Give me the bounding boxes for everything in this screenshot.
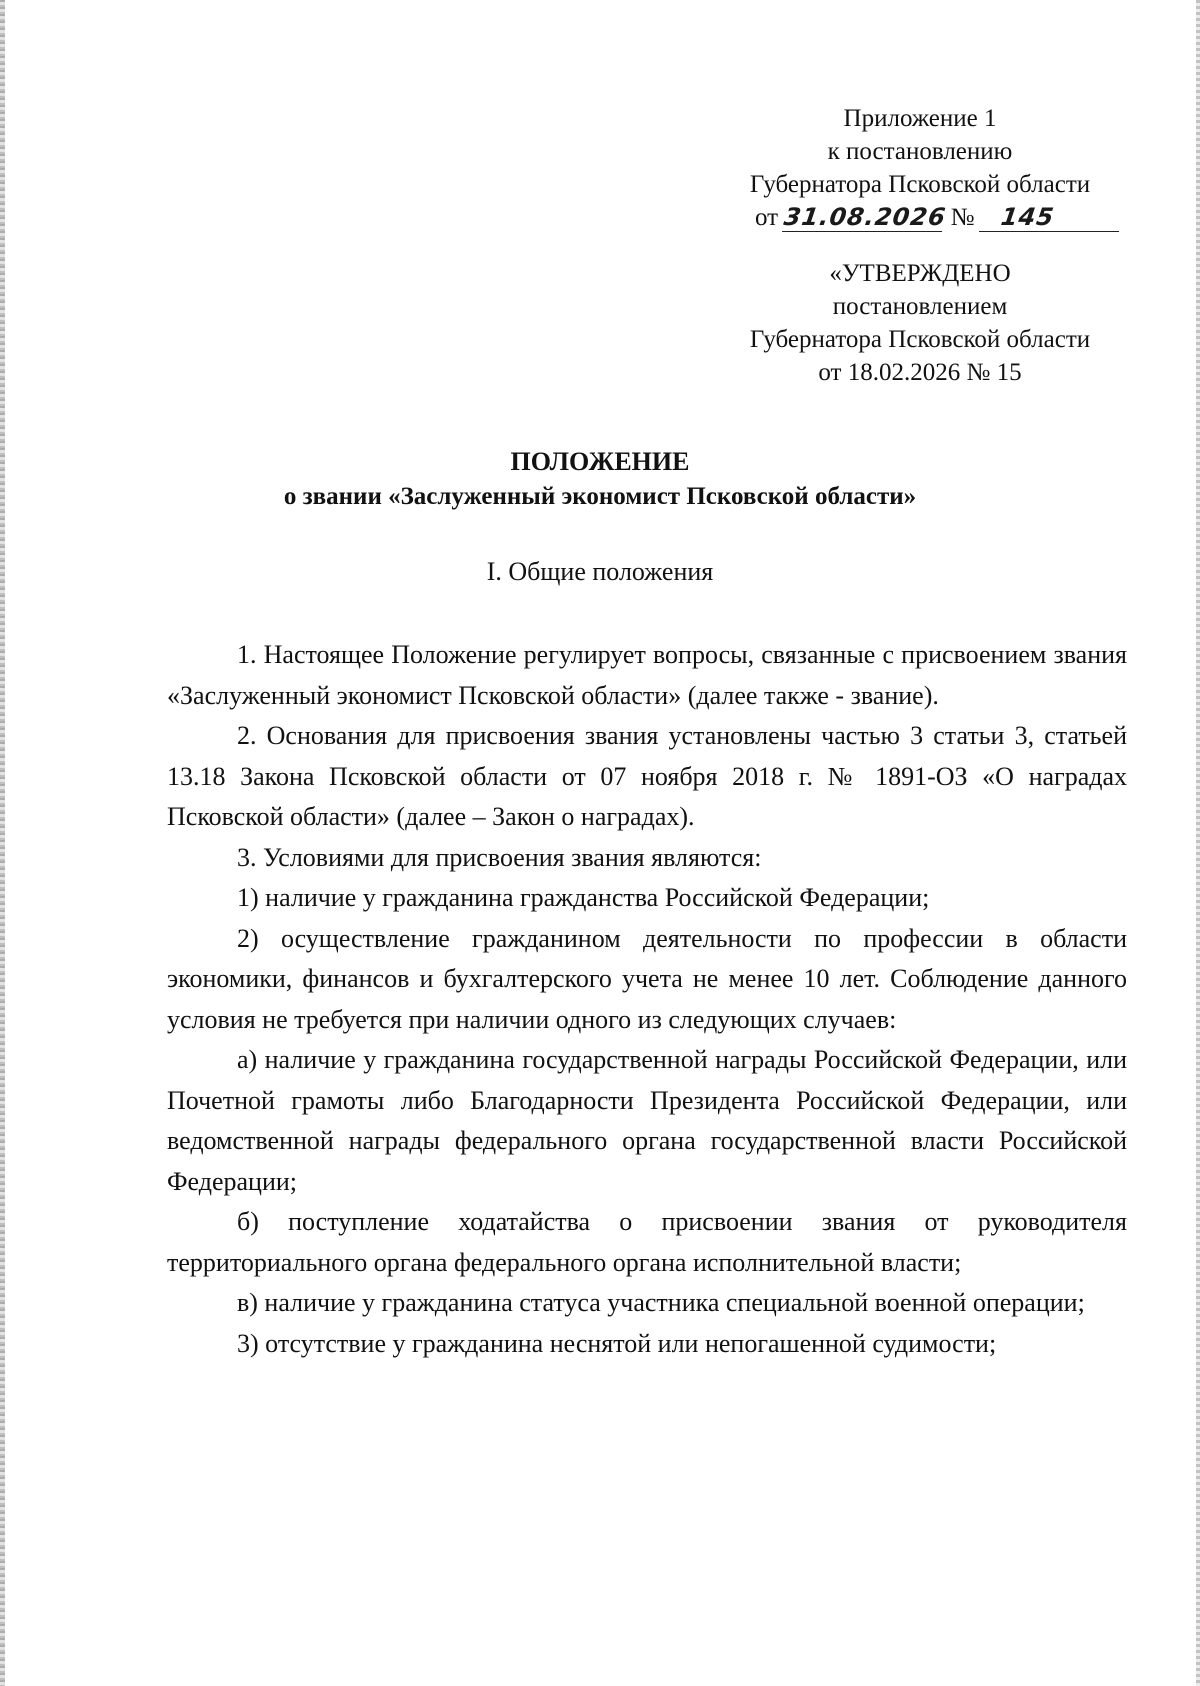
handwritten-date: 31.08.2026: [782, 203, 949, 231]
approved-by: постановлением: [832, 293, 1008, 320]
appendix-header: [720, 102, 1120, 234]
number-label: №: [950, 204, 975, 231]
appendix-governor: Губернатора Псковской области: [749, 171, 1091, 198]
appendix-date-number-line: [720, 201, 1120, 234]
appendix-label: Приложение 1: [843, 105, 997, 132]
paragraph-3-2-b: б) поступление ходатайства о присвоении звания от руководителя территориального органа федерального органа исполнительной власти;: [167, 1207, 1127, 1277]
approved-date-number: от 18.02.2026 № 15: [818, 359, 1022, 386]
approved-label: «УТВЕРЖДЕНО: [829, 260, 1011, 287]
approved-governor: Губернатора Псковской области: [749, 326, 1091, 353]
handwritten-number: 145: [979, 203, 1123, 232]
paragraph-3: 3. Условиями для присвоения звания являются:: [237, 842, 762, 872]
paragraph-3-3: 3) отсутствие у гражданина неснятой или непогашенной судимости;: [237, 1328, 997, 1358]
paragraph-1: 1. Настоящее Положение регулирует вопросы, связанные с присвоением звания «Заслуженный экономист Псковской области» (далее также - звание).: [167, 640, 1127, 710]
document-title: ПОЛОЖЕНИЕ: [510, 447, 690, 476]
paragraph-3-2-a: а) наличие у гражданина государственной награды Российской Федерации, или Почетной грамоты либо Благодарности Президента Российской Федерации, или ведомственной награды федерального органа государственной власти Российской Федерации;: [167, 1045, 1127, 1196]
approved-stamp-text: [720, 257, 1120, 389]
scan-edge-left: [0, 0, 5, 1686]
paragraph-3-1: 1) наличие у гражданина гражданства Российской Федерации;: [237, 883, 930, 912]
from-label: от: [755, 204, 779, 231]
paragraph-3-2: 2) осуществление гражданином деятельности по профессии в области экономики, финансов и бухгалтерского учета не менее 10 лет. Соблюдение данного условия не требуется при наличии одного из следующих случаев:: [167, 923, 1127, 1034]
document-body: [167, 635, 1127, 1364]
document-subtitle: о звании «Заслуженный экономист Псковской области»: [283, 483, 917, 510]
scan-edge-right: [1196, 0, 1200, 1686]
section-heading: I. Общие положения: [486, 557, 714, 586]
paragraph-2: 2. Основания для присвоения звания установлены частью 3 статьи 3, статьей 13.18 Закона Псковской области от 07 ноября 2018 г. № 1891-ОЗ «О наградах Псковской области» (далее – Закон о наградах).: [167, 721, 1127, 831]
paragraph-3-2-v: в) наличие у гражданина статуса участника специальной военной операции;: [237, 1288, 1085, 1317]
appendix-to-resolution: к постановлению: [827, 138, 1013, 165]
